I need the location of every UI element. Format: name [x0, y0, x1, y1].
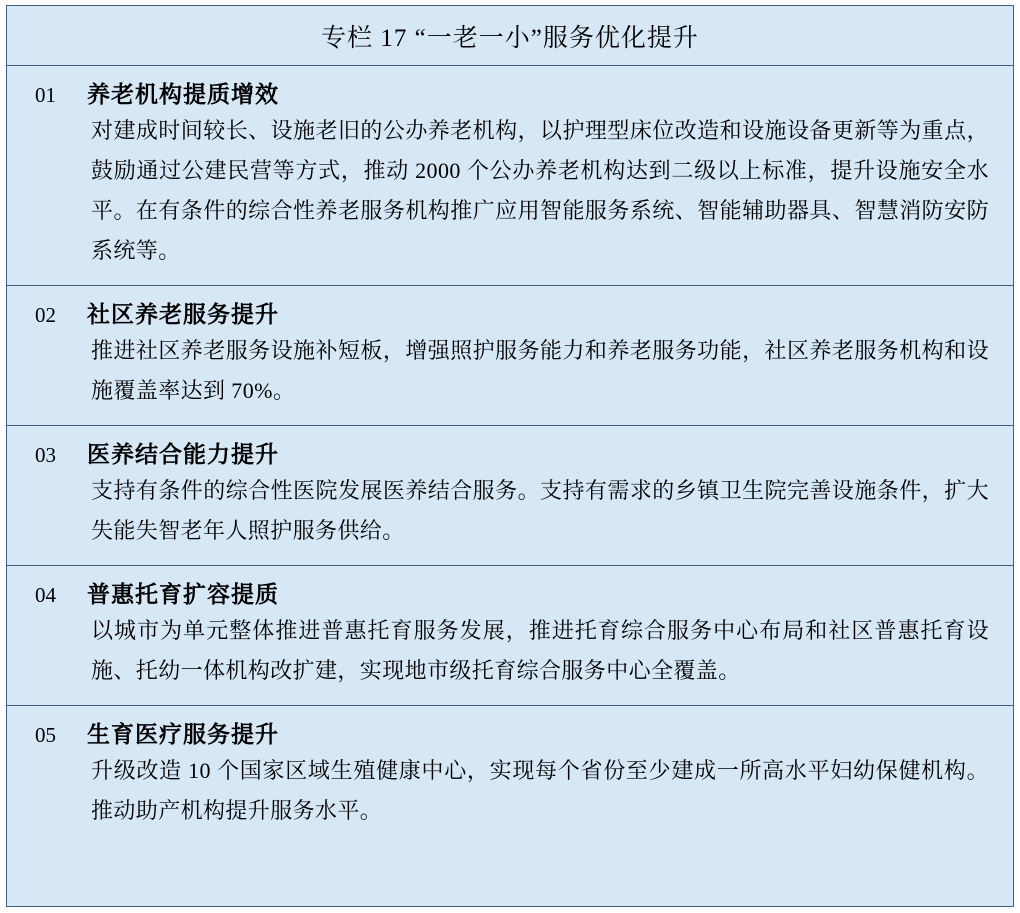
list-item-number: 01: [35, 83, 56, 107]
list-item-number: 03: [35, 443, 56, 467]
list-item-body: 推进社区养老服务设施补短板，增强照护服务能力和养老服务功能，社区养老服务机构和设施覆盖率达到 70%。: [91, 338, 989, 403]
list-item-body: 升级改造 10 个国家区域生殖健康中心，实现每个省份至少建成一所高水平妇幼保健机构。推动助产机构提升服务水平。: [91, 758, 989, 823]
list-item-header: [25, 576, 995, 609]
list-item-number: 05: [35, 723, 56, 747]
feature-box: [6, 5, 1014, 907]
list-item-body: 以城市为单元整体推进普惠托育服务发展，推进托育综合服务中心布局和社区普惠托育设施、托幼一体机构改扩建，实现地市级托育综合服务中心全覆盖。: [91, 618, 989, 683]
list-item-body: 对建成时间较长、设施老旧的公办养老机构，以护理型床位改造和设施设备更新等为重点，鼓励通过公建民营等方式，推动 2000 个公办养老机构达到二级以上标准，提升设施安全水平。在有条件的综合性养老服务机构推广应用智能服务系统、智能辅助器具、智慧消防安防系统等。: [91, 118, 989, 263]
list-item-header: [25, 436, 995, 469]
list-item: [7, 706, 1013, 845]
list-item-title: 生育医疗服务提升: [87, 722, 279, 747]
list-item-number: 02: [35, 303, 56, 327]
list-item-title: 社区养老服务提升: [87, 302, 279, 327]
list-item-title: 普惠托育扩容提质: [87, 582, 279, 607]
list-item-title: 医养结合能力提升: [87, 442, 279, 467]
list-item-number: 04: [35, 583, 56, 607]
list-item-header: [25, 296, 995, 329]
list-item: [7, 66, 1013, 286]
list-item-body: 支持有条件的综合性医院发展医养结合服务。支持有需求的乡镇卫生院完善设施条件，扩大失能失智老年人照护服务供给。: [91, 478, 989, 543]
list-item-header: [25, 76, 995, 109]
list-item: [7, 566, 1013, 706]
list-item: [7, 426, 1013, 566]
feature-items-list: [7, 66, 1013, 906]
list-item-header: [25, 716, 995, 749]
feature-box-title: 专栏 17 “一老一小”服务优化提升: [7, 6, 1013, 66]
list-item: [7, 286, 1013, 426]
list-item-title: 养老机构提质增效: [87, 82, 279, 107]
